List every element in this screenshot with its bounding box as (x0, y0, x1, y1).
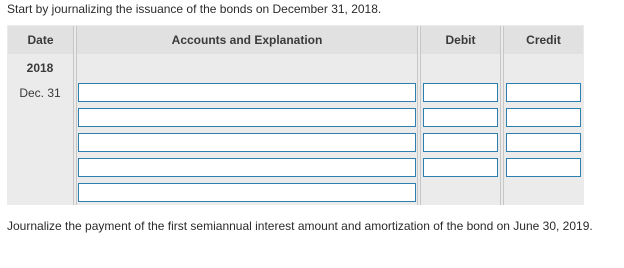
account-input-row-3[interactable] (78, 133, 416, 152)
column-header-accounts: Accounts and Explanation (77, 26, 417, 54)
explanation-input-row-5[interactable] (78, 183, 416, 202)
followup-instruction-text: Journalize the payment of the first semiannual interest amount and amortization of the bond on June 30, 2019. (7, 219, 593, 233)
column-divider (420, 26, 421, 205)
column-header-date: Date (8, 26, 73, 54)
journal-entry-table (7, 25, 584, 205)
account-input-row-1[interactable] (78, 83, 416, 102)
debit-input-row-2[interactable] (423, 108, 498, 127)
column-header-credit: Credit (504, 26, 583, 54)
column-divider (500, 26, 501, 205)
debit-input-row-3[interactable] (423, 133, 498, 152)
column-divider (73, 26, 74, 205)
instruction-text: Start by journalizing the issuance of the bonds on December 31, 2018. (7, 2, 382, 16)
credit-input-row-1[interactable] (506, 83, 581, 102)
debit-input-row-1[interactable] (423, 83, 498, 102)
year-label: 2018 (26, 61, 54, 75)
column-divider (76, 26, 77, 205)
debit-input-row-4[interactable] (423, 158, 498, 177)
credit-input-row-2[interactable] (506, 108, 581, 127)
column-header-debit: Debit (421, 26, 500, 54)
account-input-row-2[interactable] (78, 108, 416, 127)
column-divider (417, 26, 418, 205)
entry-date: Dec. 31 (19, 86, 61, 100)
credit-input-row-3[interactable] (506, 133, 581, 152)
column-divider (503, 26, 504, 205)
account-input-row-4[interactable] (78, 158, 416, 177)
credit-input-row-4[interactable] (506, 158, 581, 177)
